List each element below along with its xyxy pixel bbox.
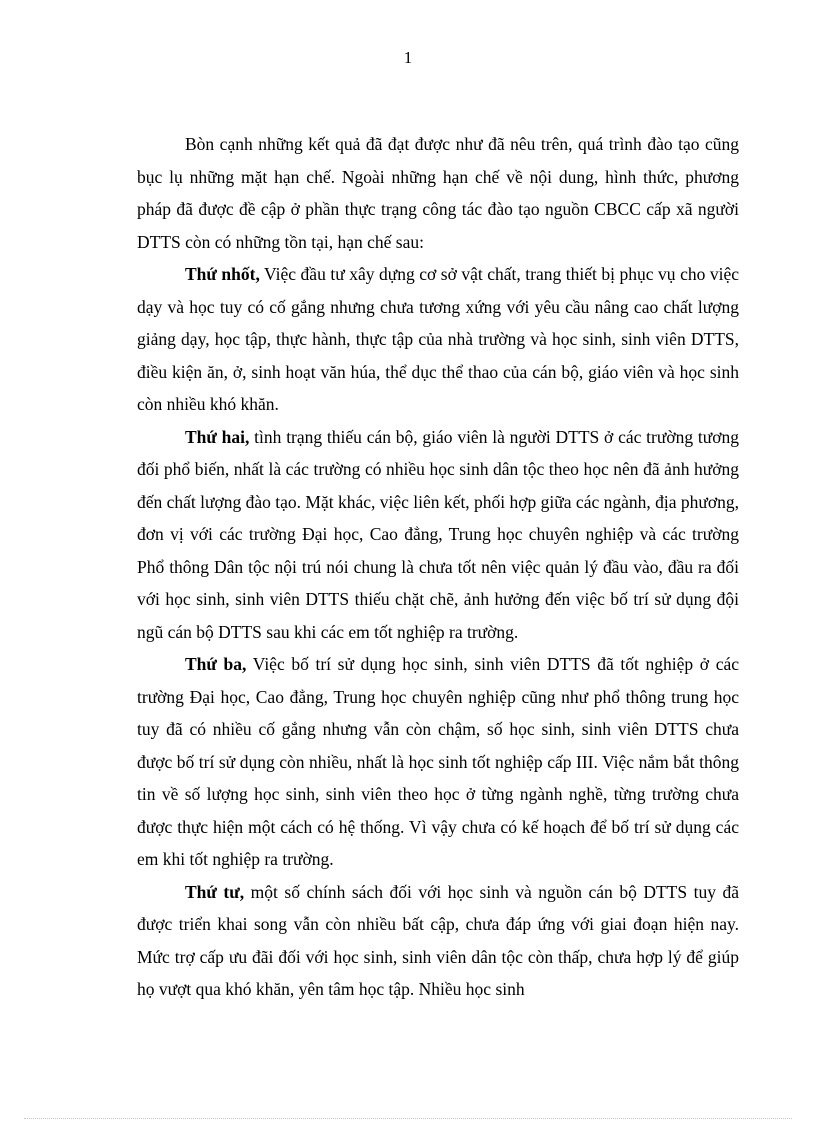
paragraph-lead: Thứ ba, bbox=[185, 654, 247, 674]
paragraph-text: Việc đầu tư xây dựng cơ sở vật chất, trang thiết bị phục vụ cho việc dạy và học tuy có cố gắng nhưng chưa tương xứng với yêu cầu nâng cao chất lượng giảng dạy, học tập, thực hành, thực tập của nhà trường và học sinh, sinh viên DTTS, điều kiện ăn, ở, sinh hoạt văn húa, thể dục thể thao của cán bộ, giáo viên và học sinh còn nhiều khó khăn. bbox=[137, 264, 739, 414]
paragraph-lead: Thứ tư, bbox=[185, 881, 245, 902]
paragraph-text: tình trạng thiếu cán bộ, giáo viên là người DTTS ở các trường tương đối phổ biến, nhất là các trường có nhiều học sinh dân tộc theo học nên đã ảnh hưởng đến chất lượng đào tạo. Mặt khác, việc liên kết, phối hợp giữa các ngành, địa phương, đơn vị với các trường Đại học, Cao đẳng, Trung học chuyên nghiệp và các trường Phổ thông Dân tộc nội trú nói chung là chưa tốt nên việc quản lý đầu vào, đầu ra đối với học sinh, sinh viên DTTS thiếu chặt chẽ, ảnh hưởng đến việc bố trí sử dụng đội ngũ cán bộ DTTS sau khi các em tốt nghiệp ra trường. bbox=[137, 426, 739, 642]
paragraph-second-point bbox=[137, 421, 739, 649]
paragraph-text: Việc bố trí sử dụng học sinh, sinh viên DTTS đã tốt nghiệp ở các trường Đại học, Cao đẳng, Trung học chuyên nghiệp cũng như phổ thông trung học tuy đã có nhiều cố gắng nhưng vẫn còn chậm, số học sinh, sinh viên DTTS chưa được bố trí sử dụng còn nhiều, nhất là học sinh tốt nghiệp cấp III. Việc nắm bắt thông tin về số lượng học sinh, sinh viên theo học ở từng ngành nghề, từng trường chưa được thực hiện một cách có hệ thống. Vì vậy chưa có kế hoạch để bố trí sử dụng các em khi tốt nghiệp ra trường. bbox=[137, 654, 740, 869]
paragraph-intro bbox=[137, 128, 739, 258]
paragraph-third-point bbox=[137, 648, 739, 876]
paragraph-fourth-point bbox=[137, 876, 739, 1006]
paragraph-lead: Thứ hai, bbox=[185, 426, 250, 447]
paragraph-first-point bbox=[137, 258, 739, 421]
document-body bbox=[137, 128, 739, 1006]
paragraph-text: một số chính sách đối với học sinh và nguồn cán bộ DTTS tuy đã được triển khai song vẫn còn nhiều bất cập, chưa đáp ứng với giai đoạn hiện nay. Mức trợ cấp ưu đãi đối với học sinh, sinh viên dân tộc còn thấp, chưa hợp lý để giúp họ vượt qua khó khăn, yên tâm học tập. Nhiều học sinh bbox=[137, 881, 739, 999]
paragraph-text: Bòn cạnh những kết quả đã đạt được như đã nêu trên, quá trình đào tạo cũng bục lụ những mặt hạn chế. Ngoài những hạn chế về nội dung, hình thức, phương pháp đã được đề cập ở phần thực trạng công tác đào tạo nguồn CBCC cấp xã người DTTS còn có những tồn tại, hạn chế sau: bbox=[137, 134, 739, 252]
page-bottom-divider bbox=[24, 1118, 792, 1119]
page-number: 1 bbox=[403, 48, 413, 67]
paragraph-lead: Thứ nhốt, bbox=[185, 264, 260, 284]
